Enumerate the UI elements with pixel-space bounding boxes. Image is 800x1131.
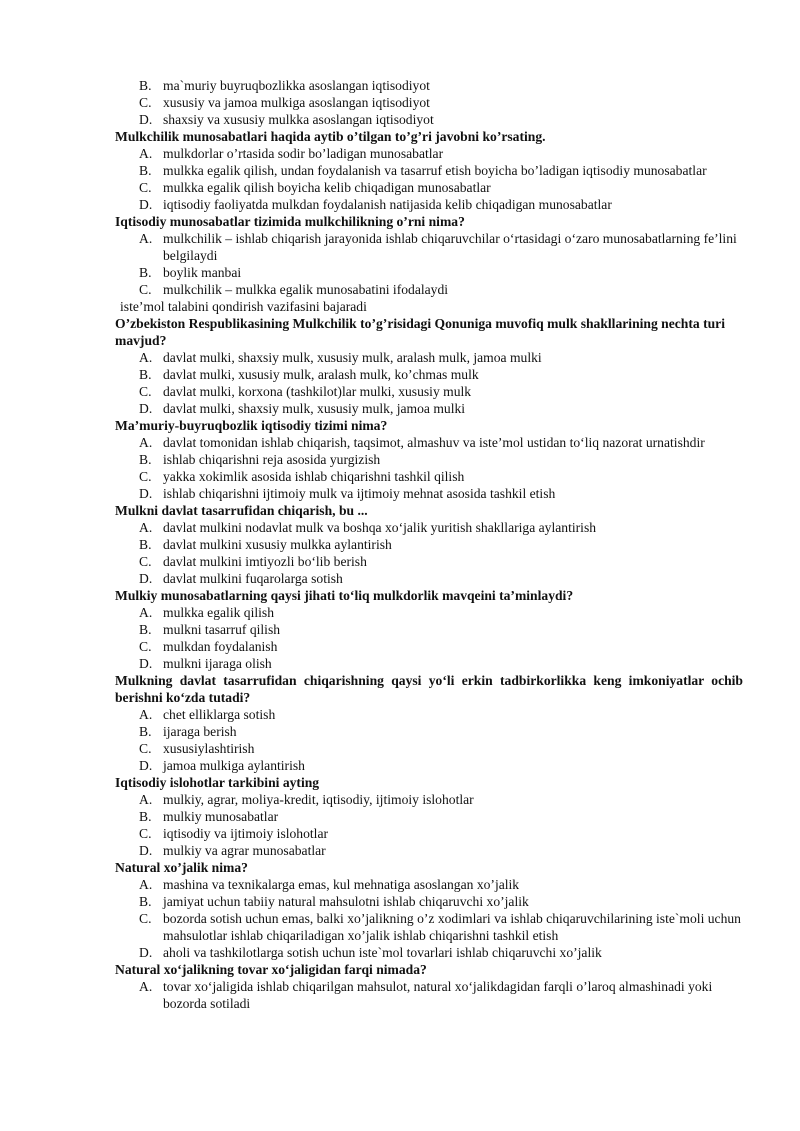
option-letter: C. (139, 95, 152, 110)
answer-option (115, 553, 743, 570)
question-block (115, 774, 743, 859)
question-text: Mulkning davlat tasarrufidan chiqarishning qaysi yo‘li erkin tadbirkorlikka keng imkoniyatlar ochib berishni ko‘zda tutadi? (115, 673, 743, 705)
option-text: mulkni tasarruf qilish (163, 622, 281, 637)
option-letter: D. (139, 571, 153, 586)
answer-option (115, 842, 743, 859)
option-letter: A. (139, 979, 153, 994)
option-letter: A. (139, 877, 153, 892)
option-letter: D. (139, 401, 153, 416)
option-letter: A. (139, 146, 153, 161)
option-letter: C. (139, 639, 152, 654)
answer-option (115, 94, 743, 111)
option-letter: B. (139, 724, 152, 739)
answer-option (115, 893, 743, 910)
option-letter: D. (139, 112, 153, 127)
answer-option (115, 451, 743, 468)
option-text: mulkka egalik qilish (163, 605, 275, 620)
answer-option (115, 434, 743, 451)
option-letter: D. (139, 197, 153, 212)
option-text: iqtisodiy va ijtimoiy islohotlar (163, 826, 329, 841)
question-block (115, 587, 743, 672)
option-text: davlat mulkini xususiy mulkka aylantirish (163, 537, 392, 552)
answer-option (115, 638, 743, 655)
answer-option (115, 876, 743, 893)
answer-option (115, 621, 743, 638)
question-text: Mulkiy munosabatlarning qaysi jihati to‘liq mulkdorlik mavqeini ta’minlaydi? (115, 588, 574, 603)
answer-option (115, 723, 743, 740)
question-text: Mulkchilik munosabatlari haqida aytib o’tilgan to’g’ri javobni ko’rsating. (115, 129, 546, 144)
answer-option (115, 570, 743, 587)
option-text: mulkka egalik qilish boyicha kelib chiqadigan munosabatlar (163, 180, 491, 195)
option-text: tovar xo‘jaligida ishlab chiqarilgan mahsulot, natural xo‘jalikdagidan farqli o’laroq almashinadi yoki bozorda sotiladi (163, 979, 713, 1011)
answer-option (115, 655, 743, 672)
answer-option (115, 349, 743, 366)
answer-option (115, 111, 743, 128)
option-text: boylik manbai (163, 265, 242, 280)
unlabeled-option-text: iste’mol talabini qondirish vazifasini bajaradi (120, 299, 367, 314)
answer-option (115, 162, 743, 179)
option-text: jamoa mulkiga aylantirish (163, 758, 305, 773)
option-letter: A. (139, 792, 153, 807)
option-text: ma`muriy buyruqbozlikka asoslangan iqtisodiyot (163, 78, 430, 93)
question-block (115, 502, 743, 587)
option-letter: A. (139, 231, 153, 246)
answer-option (115, 230, 743, 264)
option-letter: A. (139, 520, 153, 535)
answer-option (115, 468, 743, 485)
option-letter: B. (139, 809, 152, 824)
option-letter: A. (139, 605, 153, 620)
option-letter: B. (139, 894, 152, 909)
option-text: mulkka egalik qilish, undan foydalanish va tasarruf etish boyicha bo’ladigan iqtisodiy munosabatlar (163, 163, 707, 178)
question-block (115, 961, 743, 1012)
answer-option (115, 400, 743, 417)
option-text: mulkdorlar o’rtasida sodir bo’ladigan munosabatlar (163, 146, 444, 161)
question-block (115, 213, 743, 315)
option-letter: D. (139, 945, 153, 960)
answer-option (115, 706, 743, 723)
option-text: bozorda sotish uchun emas, balki xo’jalikning o’z xodimlari va ishlab chiqaruvchilarining iste`moli uchun mahsulotlar ishlab chiqariladigan xo’jalik ishlab chiqarishni tashkil etish (163, 911, 741, 943)
answer-option (115, 536, 743, 553)
question-text: Natural xo’jalik nima? (115, 860, 248, 875)
option-letter: A. (139, 707, 153, 722)
option-text: davlat mulkini imtiyozli bo‘lib berish (163, 554, 367, 569)
answer-option (115, 366, 743, 383)
option-text: jamiyat uchun tabiiy natural mahsulotni ishlab chiqaruvchi xo’jalik (163, 894, 529, 909)
answer-option (115, 145, 743, 162)
option-text: mashina va texnikalarga emas, kul mehnatiga asoslangan xo’jalik (163, 877, 520, 892)
option-letter: B. (139, 163, 152, 178)
question-text: Mulkni davlat tasarrufidan chiqarish, bu ... (115, 503, 368, 518)
option-letter: A. (139, 435, 153, 450)
option-text: davlat mulki, korxona (tashkilot)lar mulki, xususiy mulk (163, 384, 472, 399)
option-letter: B. (139, 265, 152, 280)
answer-option (115, 740, 743, 757)
answer-option (115, 604, 743, 621)
document-page (115, 77, 743, 1012)
question-text: Iqtisodiy islohotlar tarkibini ayting (115, 775, 320, 790)
option-letter: B. (139, 367, 152, 382)
answer-option (115, 910, 743, 944)
option-text: ijaraga berish (163, 724, 237, 739)
option-letter: B. (139, 622, 152, 637)
question-text: Iqtisodiy munosabatlar tizimida mulkchilikning o’rni nima? (115, 214, 465, 229)
answer-option (115, 281, 743, 298)
answer-option (115, 77, 743, 94)
option-letter: D. (139, 758, 153, 773)
option-text: xususiylashtirish (163, 741, 255, 756)
option-text: davlat mulki, shaxsiy mulk, xususiy mulk, jamoa mulki (163, 401, 466, 416)
option-letter: B. (139, 537, 152, 552)
question-block (115, 315, 743, 417)
option-letter: C. (139, 554, 152, 569)
answer-option (115, 485, 743, 502)
option-letter: C. (139, 180, 152, 195)
option-text: davlat mulkini fuqarolarga sotish (163, 571, 343, 586)
answer-option (115, 264, 743, 281)
option-text: mulkchilik – mulkka egalik munosabatini ifodalaydi (163, 282, 449, 297)
option-letter: C. (139, 469, 152, 484)
question-block (115, 77, 743, 128)
option-letter: D. (139, 843, 153, 858)
answer-option (115, 196, 743, 213)
option-text: iqtisodiy faoliyatda mulkdan foydalanish natijasida kelib chiqadigan munosabatlar (163, 197, 612, 212)
option-text: davlat mulki, shaxsiy mulk, xususiy mulk, aralash mulk, jamoa mulki (163, 350, 542, 365)
answer-option (115, 757, 743, 774)
option-text: mulkiy, agrar, moliya-kredit, iqtisodiy, ijtimoiy islohotlar (163, 792, 474, 807)
option-text: ishlab chiqarishni ijtimoiy mulk va ijtimoiy mehnat asosida tashkil etish (163, 486, 556, 501)
question-text: Ma’muriy-buyruqbozlik iqtisodiy tizimi nima? (115, 418, 388, 433)
option-text: mulkchilik – ishlab chiqarish jarayonida ishlab chiqaruvchilar o‘rtasidagi o‘zaro munosabatlarning fe’lini belgilaydi (163, 231, 737, 263)
answer-option (115, 383, 743, 400)
option-text: mulkni ijaraga olish (163, 656, 272, 671)
option-text: chet elliklarga sotish (163, 707, 276, 722)
question-block (115, 859, 743, 961)
option-letter: D. (139, 656, 153, 671)
answer-option (115, 791, 743, 808)
question-text: O’zbekiston Respublikasining Mulkchilik to’g’risidagi Qonuniga muvofiq mulk shakllarining nechta turi mavjud? (115, 316, 725, 348)
option-letter: D. (139, 486, 153, 501)
option-text: mulkdan foydalanish (163, 639, 278, 654)
option-text: ishlab chiqarishni reja asosida yurgizish (163, 452, 381, 467)
question-block (115, 128, 743, 213)
option-text: mulkiy munosabatlar (163, 809, 279, 824)
question-block (115, 672, 743, 774)
option-letter: C. (139, 741, 152, 756)
option-text: aholi va tashkilotlarga sotish uchun iste`mol tovarlari ishlab chiqaruvchi xo’jalik (163, 945, 602, 960)
option-text: xususiy va jamoa mulkiga asoslangan iqtisodiyot (163, 95, 430, 110)
answer-option (115, 519, 743, 536)
option-text: yakka xokimlik asosida ishlab chiqarishni tashkil qilish (163, 469, 465, 484)
option-text: davlat mulkini nodavlat mulk va boshqa xo‘jalik yuritish shakllariga aylantirish (163, 520, 597, 535)
question-block (115, 417, 743, 502)
option-text: mulkiy va agrar munosabatlar (163, 843, 326, 858)
answer-option (115, 808, 743, 825)
option-letter: A. (139, 350, 153, 365)
option-text: davlat mulki, xususiy mulk, aralash mulk, ko’chmas mulk (163, 367, 479, 382)
option-letter: B. (139, 452, 152, 467)
answer-option (115, 179, 743, 196)
answer-option (115, 944, 743, 961)
answer-option (115, 978, 743, 1012)
answer-option (115, 825, 743, 842)
option-text: shaxsiy va xususiy mulkka asoslangan iqtisodiyot (163, 112, 434, 127)
option-letter: C. (139, 282, 152, 297)
option-letter: B. (139, 78, 152, 93)
option-text: davlat tomonidan ishlab chiqarish, taqsimot, almashuv va iste’mol ustidan to‘liq nazorat urnatishdir (163, 435, 705, 450)
option-letter: C. (139, 911, 152, 926)
option-letter: C. (139, 826, 152, 841)
question-text: Natural xo‘jalikning tovar xo‘jaligidan farqi nimada? (115, 962, 427, 977)
option-letter: C. (139, 384, 152, 399)
